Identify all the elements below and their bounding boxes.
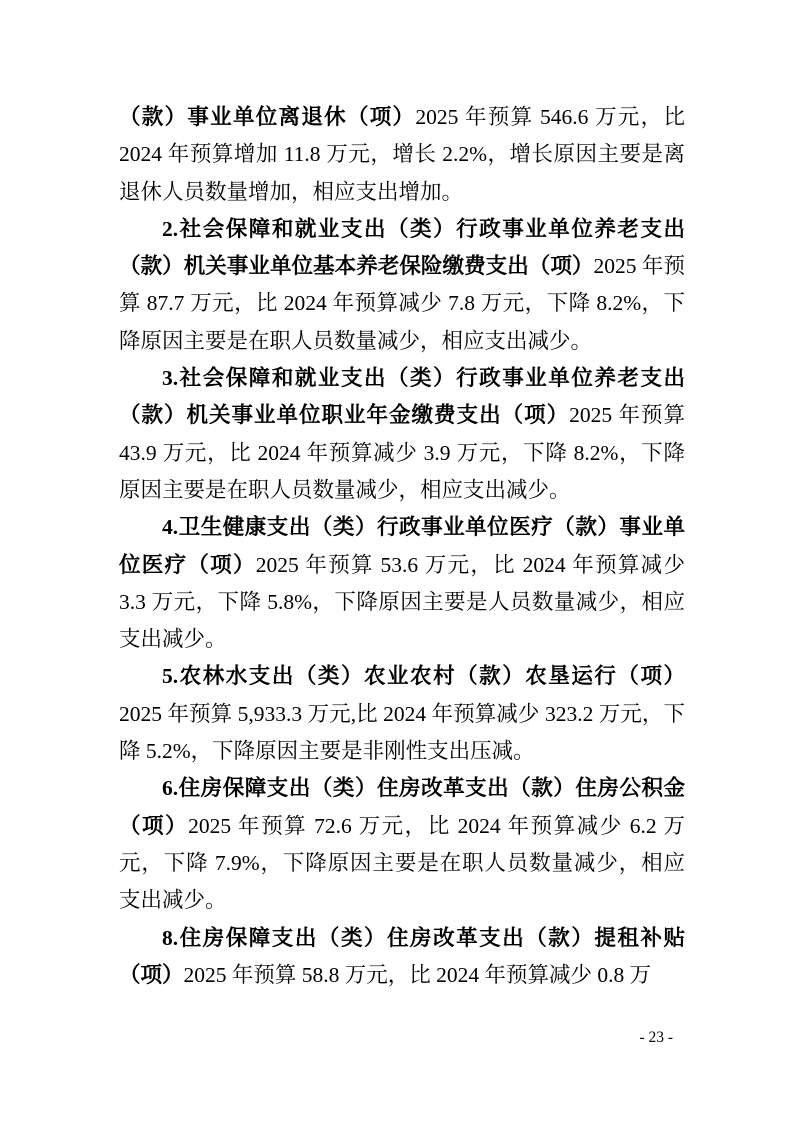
budget-item-detail: 2025 年预算 43.9 万元，比 2024 年预算减少 3.9 万元，下降 8.2%，下降原因主要是在职人员数量减少，相应支出减少。 [119, 403, 685, 502]
page-number: - 23 - [639, 1029, 673, 1046]
paragraph [119, 211, 685, 360]
budget-item-heading: 4.卫生健康支出（类）行政事业单位医疗（款）事业单位医疗（项） [119, 515, 685, 577]
budget-item-detail: 2025 年预算 58.8 万元，比 2024 年预算减少 0.8 万 [183, 962, 652, 987]
document-body [119, 99, 685, 994]
budget-item-detail: 2025 年预算 546.6 万元，比 2024 年预算增加 11.8 万元，增长 2.2%，增长原因主要是离退休人员数量增加，相应支出增加。 [119, 105, 685, 204]
paragraph [119, 99, 685, 211]
budget-item-heading: 8.住房保障支出（类）住房改革支出（款）提租补贴（项） [119, 925, 685, 987]
paragraph [119, 509, 685, 658]
budget-item-detail: 2025 年预算 5,933.3 万元,比 2024 年预算减少 323.2 万元，下降 5.2%，下降原因主要是非刚性支出压减。 [119, 701, 685, 764]
budget-item-heading: 2.社会保障和就业支出（类）行政事业单位养老支出（款）机关事业单位基本养老保险缴费支出（项） [119, 216, 685, 279]
budget-item-detail: 2025 年预算 72.6 万元，比 2024 年预算减少 6.2 万元，下降 7.9%，下降原因主要是在职人员数量减少，相应支出减少。 [119, 813, 685, 913]
paragraph [119, 360, 685, 509]
paragraph [119, 770, 685, 919]
budget-item-heading: （款）事业单位离退休（项） [119, 105, 416, 129]
budget-item-heading: 6.住房保障支出（类）住房改革支出（款）住房公积金（项） [119, 776, 685, 838]
budget-item-heading: 3.社会保障和就业支出（类）行政事业单位养老支出（款）机关事业单位职业年金缴费支出（项） [119, 366, 685, 428]
paragraph [119, 920, 685, 995]
budget-item-heading: 5.农林水支出（类）农业农村（款）农垦运行（项） [162, 664, 685, 689]
paragraph [119, 658, 685, 770]
budget-item-detail: 2025 年预算 53.6 万元，比 2024 年预算减少 3.3 万元，下降 5.8%，下降原因主要是人员数量减少，相应支出减少。 [119, 552, 685, 652]
budget-item-detail: 2025 年预算 87.7 万元，比 2024 年预算减少 7.8 万元，下降 8.2%，下降原因主要是在职人员数量减少，相应支出减少。 [119, 254, 685, 353]
